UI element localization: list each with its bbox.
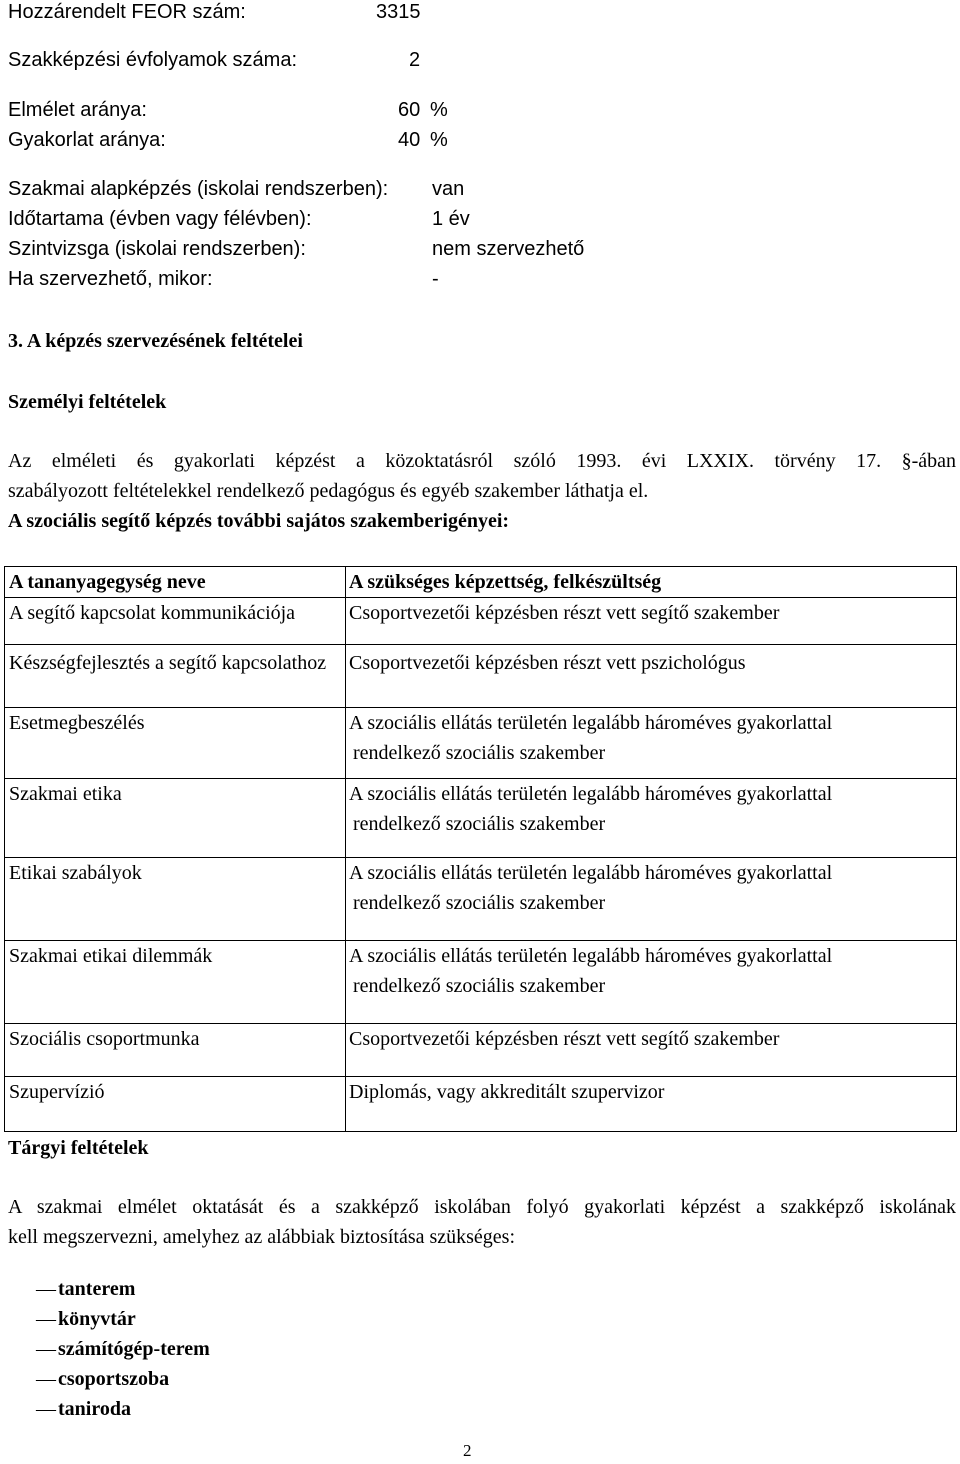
table-row	[5, 779, 957, 858]
alapkepzes-value: van	[432, 178, 465, 200]
requirement-line: rendelkező szociális szakember	[353, 813, 606, 835]
requirement-line: A szociális ellátás területén legalább hároméves gyakorlattal	[349, 712, 833, 734]
unit-cell: Készségfejlesztés a segítő kapcsolathoz	[5, 645, 346, 708]
elmelet-label: Elmélet aránya:	[8, 99, 147, 121]
list-item	[36, 1304, 210, 1334]
list-item	[36, 1364, 210, 1394]
requirement-line: A szociális ellátás területén legalább hároméves gyakorlattal	[349, 783, 833, 805]
requirement-cell	[346, 779, 957, 858]
list-item-label: tanterem	[58, 1278, 136, 1300]
special-heading: A szociális segítő képzés további sajátos szakemberigényei:	[8, 510, 510, 532]
list-item	[36, 1274, 210, 1304]
evfolyam-value: 2	[409, 49, 421, 71]
list-item-label: számítógép-terem	[58, 1338, 210, 1360]
gyakorlat-value: 40	[398, 129, 421, 151]
unit-cell: Szakmai etikai dilemmák	[5, 941, 346, 1024]
requirement-cell	[346, 858, 957, 941]
elmelet-value: 60	[398, 99, 421, 121]
list-item-label: könyvtár	[58, 1308, 136, 1330]
alapkepzes-label: Szakmai alapképzés (iskolai rendszerben):	[8, 178, 389, 200]
list-item-label: taniroda	[58, 1398, 131, 1420]
dash-bullet-icon: —	[36, 1368, 56, 1390]
personal-paragraph-line2: szabályozott feltételekkel rendelkező pedagógus és egyéb szakember láthatja el.	[8, 480, 649, 502]
requirement-line: rendelkező szociális szakember	[353, 892, 606, 914]
table-row	[5, 645, 957, 708]
requirements-table	[4, 566, 957, 1132]
table-header-row	[5, 567, 957, 598]
material-paragraph-line2: kell megszervezni, amelyhez az alábbiak biztosítása szükséges:	[8, 1226, 516, 1248]
unit-cell: Etikai szabályok	[5, 858, 346, 941]
mikor-value: -	[432, 268, 439, 290]
material-heading: Tárgyi feltételek	[8, 1137, 149, 1159]
requirement-cell: Diplomás, vagy akkreditált szupervizor	[346, 1077, 957, 1132]
requirement-cell	[346, 708, 957, 779]
szintvizsga-label: Szintvizsga (iskolai rendszerben):	[8, 238, 306, 260]
unit-cell: Szakmai etika	[5, 779, 346, 858]
dash-bullet-icon: —	[36, 1398, 56, 1420]
gyakorlat-percent: %	[430, 129, 448, 151]
table-row	[5, 708, 957, 779]
requirement-cell: Csoportvezetői képzésben részt vett segítő szakember	[346, 598, 957, 645]
feor-value: 3315	[376, 1, 421, 23]
section-heading: 3. A képzés szervezésének feltételei	[8, 330, 303, 352]
page-number: 2	[463, 1441, 472, 1460]
header-requirement: A szükséges képzettség, felkészültség	[346, 567, 957, 598]
unit-cell: Szociális csoportmunka	[5, 1024, 346, 1077]
evfolyam-label: Szakképzési évfolyamok száma:	[8, 49, 298, 71]
table-row	[5, 598, 957, 645]
table-row	[5, 1024, 957, 1077]
idotartam-label: Időtartama (évben vagy félévben):	[8, 208, 312, 230]
mikor-label: Ha szervezhető, mikor:	[8, 268, 213, 290]
material-list	[36, 1274, 210, 1424]
material-paragraph-line1: A szakmai elmélet oktatását és a szakképző iskolában folyó gyakorlati képzést a szakképző iskolának	[8, 1196, 956, 1218]
dash-bullet-icon: —	[36, 1338, 56, 1360]
idotartam-value: 1 év	[432, 208, 470, 230]
unit-cell: Szupervízió	[5, 1077, 346, 1132]
szintvizsga-value: nem szervezhető	[432, 238, 585, 260]
requirement-line: A szociális ellátás területén legalább hároméves gyakorlattal	[349, 862, 833, 884]
list-item	[36, 1334, 210, 1364]
requirement-line: rendelkező szociális szakember	[353, 742, 606, 764]
dash-bullet-icon: —	[36, 1308, 56, 1330]
gyakorlat-label: Gyakorlat aránya:	[8, 129, 166, 151]
header-unit: A tananyagegység neve	[5, 567, 346, 598]
requirement-line: rendelkező szociális szakember	[353, 975, 606, 997]
table-row	[5, 1077, 957, 1132]
list-item-label: csoportszoba	[58, 1368, 170, 1390]
personal-paragraph-line1: Az elméleti és gyakorlati képzést a közoktatásról szóló 1993. évi LXXIX. törvény 17. §-ában	[8, 450, 956, 472]
list-item	[36, 1394, 210, 1424]
unit-cell: A segítő kapcsolat kommunikációja	[5, 598, 346, 645]
requirement-cell	[346, 941, 957, 1024]
table-row	[5, 941, 957, 1024]
requirement-cell: Csoportvezetői képzésben részt vett segítő szakember	[346, 1024, 957, 1077]
table-row	[5, 858, 957, 941]
feor-label: Hozzárendelt FEOR szám:	[8, 1, 246, 23]
dash-bullet-icon: —	[36, 1278, 56, 1300]
requirement-cell: Csoportvezetői képzésben részt vett pszichológus	[346, 645, 957, 708]
personal-heading: Személyi feltételek	[8, 391, 167, 413]
unit-cell: Esetmegbeszélés	[5, 708, 346, 779]
requirement-line: A szociális ellátás területén legalább hároméves gyakorlattal	[349, 945, 833, 967]
elmelet-percent: %	[430, 99, 448, 121]
